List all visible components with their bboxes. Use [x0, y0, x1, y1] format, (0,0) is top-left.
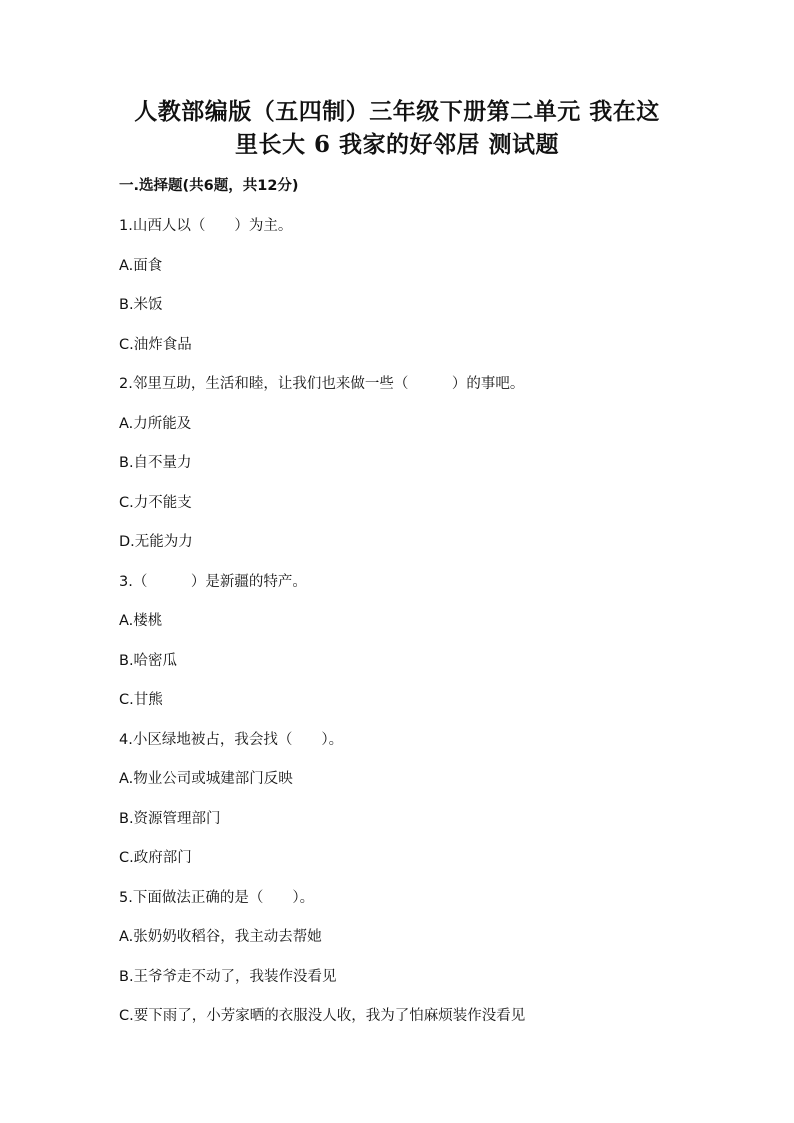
answer-option: A.楼桃: [119, 613, 163, 629]
answer-option: C.力不能支: [119, 494, 192, 511]
question-stem: 5.下面做法正确的是（ ）。: [119, 889, 315, 906]
question-list: [119, 216, 719, 1046]
answer-option: A.张奶奶收稻谷，我主动去帮她: [119, 929, 322, 945]
answer-option: C.政府部门: [119, 850, 192, 866]
answer-option: A.力所能及: [119, 415, 192, 432]
section-heading: 一.选择题(共6题，共12分): [119, 178, 299, 194]
question-stem: 1.山西人以（ ）为主。: [119, 218, 293, 234]
question-stem: 3.（ ）是新疆的特产。: [119, 573, 307, 590]
answer-option: B.资源管理部门: [119, 810, 221, 827]
answer-option: C.要下雨了，小芳家晒的衣服没人收，我为了怕麻烦装作没看见: [119, 1008, 526, 1024]
answer-option: A.面食: [119, 257, 163, 274]
title-line-1: 人教部编版（五四制）三年级下册第二单元 我在这: [134, 98, 660, 125]
question-stem: 4.小区绿地被占，我会找（ ）。: [119, 731, 344, 748]
answer-option: A.物业公司或城建部门反映: [119, 771, 293, 787]
answer-option: C.甘熊: [119, 692, 163, 708]
title-line-2: 里长大 6 我家的好邻居 测试题: [234, 131, 560, 158]
document-title: [96, 95, 698, 161]
answer-option: D.无能为力: [119, 534, 193, 550]
answer-option: B.米饭: [119, 297, 163, 313]
question-stem: 2.邻里互助，生活和睦，让我们也来做一些（ ）的事吧。: [119, 376, 525, 392]
answer-option: C.油炸食品: [119, 336, 192, 353]
answer-option: B.王爷爷走不动了，我装作没看见: [119, 968, 337, 985]
answer-option: B.自不量力: [119, 455, 192, 471]
answer-option: B.哈密瓜: [119, 652, 178, 669]
